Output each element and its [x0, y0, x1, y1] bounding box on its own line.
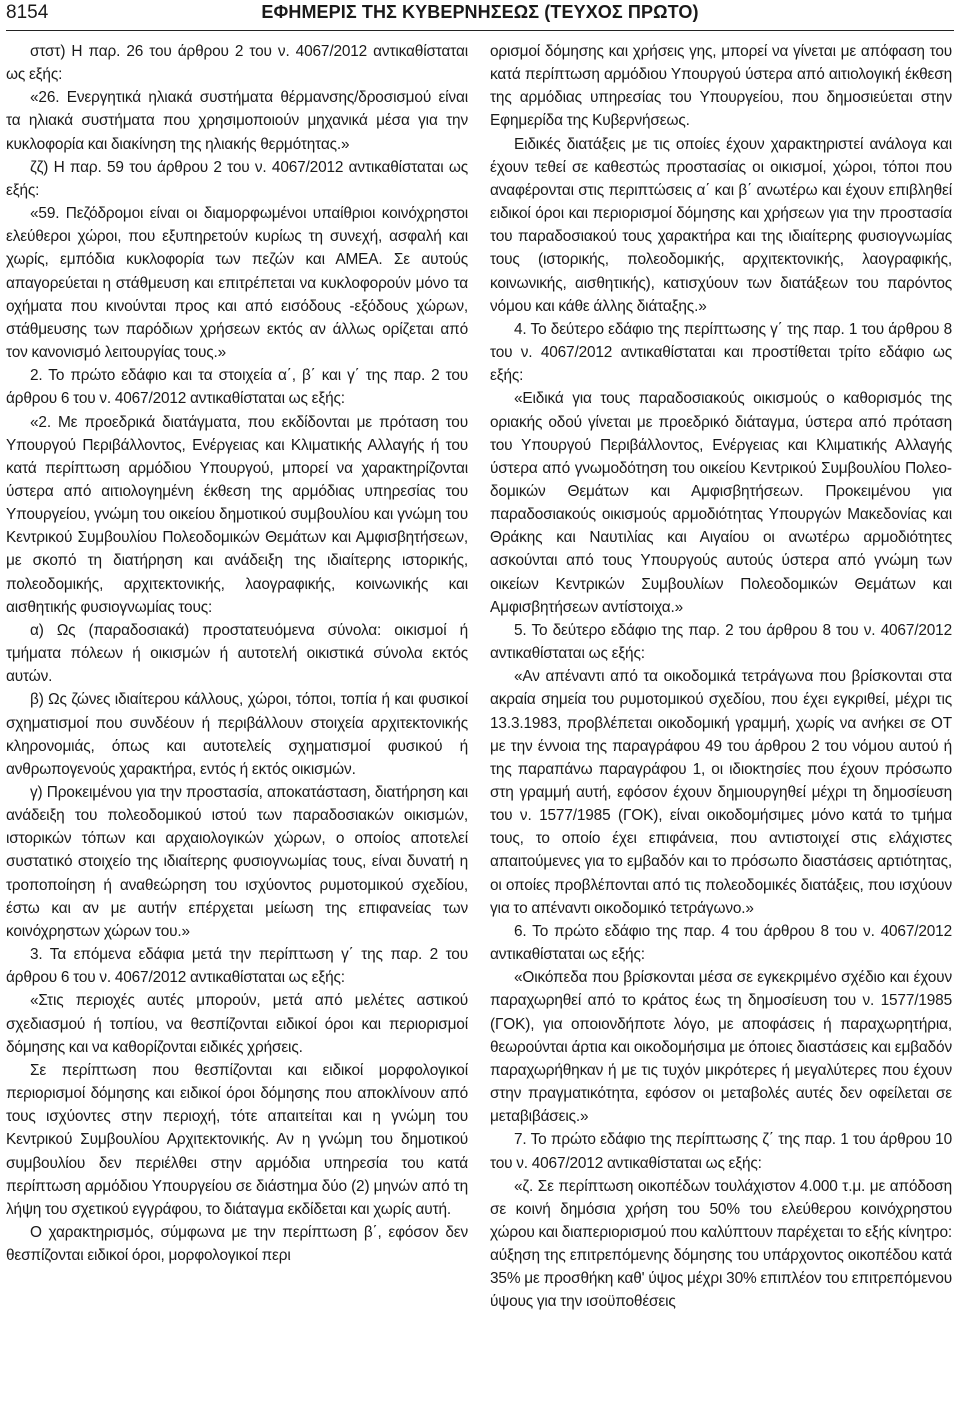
- paragraph: «Ειδικά για τους παραδοσιακούς οικισμούς ο καθορισμός της οριακής οδού γίνεται με προεδρικό διάταγμα, ύστερα από πρόταση του Υπουργού Περιβάλλοντος, Ενέργειας και Κλιματικής Αλλαγής ύστερα από γνωμοδότηση του οικείου Κεντρικού Συμβουλίου Πολεοδομικών Θεμάτων και Αμφισβητήσεων. Προκειμένου για παραδοσιακούς οικισμούς αρμοδιότητας Υπουργών Μακεδονίας και Θράκης και Ναυτιλίας και Αιγαίου οι ανωτέρω αρμοδιότητες ασκούνται από τους Υπουργούς αυτούς ύστερα από γνώμη των οικείων Κεντρικών Συμβουλίων Πολεοδομικών Θεμάτων και Αμφισβητήσεων αντίστοιχα.»: [490, 390, 952, 616]
- page-number: 8154: [6, 2, 49, 23]
- paragraph: 5. Το δεύτερο εδάφιο της παρ. 2 του άρθρου 8 του ν. 4067/2012 αντικαθίσταται ως εξής:: [490, 621, 952, 663]
- right-column: [490, 40, 952, 1425]
- gazette-title: ΕΦΗΜΕΡΙΣ ΤΗΣ ΚΥΒΕΡΝΗΣΕΩΣ (ΤΕΥΧΟΣ ΠΡΩΤΟ): [261, 2, 699, 22]
- paragraph: 2. Το πρώτο εδάφιο και τα στοιχεία α΄, β΄ και γ΄ της παρ. 2 του άρθρου 6 του ν. 4067/2012 αντικαθίσταται ως εξής:: [6, 367, 468, 408]
- paragraph: 3. Τα επόμενα εδάφια μετά την περίπτωση γ΄ της παρ. 2 του άρθρου 6 του ν. 4067/2012 αντικαθίσταται ως εξής:: [6, 946, 468, 987]
- paragraph: γ) Προκειμένου για την προστασία, αποκατάσταση, διατήρηση και ανάδειξη του πολεοδομικού ιστού των παραδοσιακών οικισμών, ιστορικών τόπων και αρχαιολογικών χώρων, ο οποίος αποτελεί συστατικό στοιχείο της ιδιαίτερης φυσιογνωμίας τους, είναι δυνατή η τροποποίηση ή αναθεώρηση του ισχύοντος ρυμοτομικού σχεδίου, έστω και αν με αυτήν επέρχεται μείωση της επιφανείας των κοινόχρηστων χώρων του.»: [6, 784, 468, 940]
- paragraph: ζζ) Η παρ. 59 του άρθρου 2 του ν. 4067/2012 αντικαθίσταται ως εξής:: [6, 158, 468, 199]
- left-column: [6, 40, 468, 1425]
- paragraph: «Στις περιοχές αυτές μπορούν, μετά από μελέτες αστικού σχεδιασμού ή τοπίου, να θεσπίζονται ειδικοί όροι και περιορισμοί δόμησης και να καθορίζονται ειδικές χρήσεις.: [6, 992, 468, 1056]
- paragraph: 6. Το πρώτο εδάφιο της παρ. 4 του άρθρου 8 του ν. 4067/2012 αντικαθίσταται ως εξής:: [490, 922, 952, 964]
- paragraph: 4. Το δεύτερο εδάφιο της περίπτωσης γ΄ της παρ. 1 του άρθρου 8 του ν. 4067/2012 αντικαθίσταται και προστίθεται τρίτο εδάφιο ως εξής:: [490, 320, 952, 385]
- paragraph: β) Ως ζώνες ιδιαίτερου κάλλους, χώροι, τόποι, τοπία ή και φυσικοί σχηματισμοί που συνδέουν ή περιβάλλουν στοιχεία αρχιτεκτονικής κληρονομιάς, όπως και αυτοτελείς σχηματισμοί φυσικού ή ανθρωπογενούς χαρακτήρα, εντός ή εκτός οικισμών.: [6, 691, 468, 778]
- page-header: [0, 0, 960, 30]
- header-rule: [6, 30, 954, 31]
- paragraph: Σε περίπτωση που θεσπίζονται και ειδικοί μορφολογικοί περιορισμοί δόμησης και ειδικοί όροι δόμησης που αποκλίνουν από τους ισχύοντες στην περιοχή, τότε απαιτείται και η γνώμη του Κεντρικού Συμβουλίου Αρχιτεκτονικής. Αν η γνώμη του δημοτικού συμβουλίου δεν περιέλθει στην αρμόδια υπηρεσία του κατά περίπτωση αρμόδιου Υπουργείου σε διάστημα δύο (2) μηνών από τη λήψη του σχετικού εγγράφου, το διάταγμα εκδίδεται και χωρίς αυτή.: [6, 1061, 468, 1218]
- paragraph: Ειδικές διατάξεις με τις οποίες έχουν χαρακτηριστεί ανάλογα και έχουν τεθεί σε καθεστώς προστασίας οι οικισμοί, χώροι, τόποι που αναφέρονται στις περιπτώσεις α΄ και β΄ ανωτέρω και έχουν επιβληθεί ειδικοί όροι και περιορισμοί δόμησης και χρήσεων για την προστασία του παραδοσιακού τους χαρακτήρα και της ιδιαίτερης φυσιογνωμίας τους (ιστορικής, πολεοδομικής, αρχιτεκτονικής, λαογραφικής, κοινωνικής, αισθητικής), κατισχύουν των διατάξεων του παρόντος νόμου και κάθε άλλης διάταξης.»: [490, 135, 952, 315]
- paragraph: α) Ως (παραδοσιακά) προστατευόμενα σύνολα: οικισμοί ή τμήματα πόλεων ή οικισμών ή αυτοτελή οικιστικά σύνολα εκτός αυτών.: [6, 621, 468, 686]
- paragraph: «59. Πεζόδρομοι είναι οι διαμορφωμένοι υπαίθριοι κοινόχρηστοι ελεύθεροι χώροι, που εξυπηρετούν κυρίως τη συνεχή, ασφαλή και χωρίς, εμπόδια κυκλοφορία των πεζών και ΑΜΕΑ. Σε αυτούς απαγορεύεται η στάθμευση και επιτρέπεται να κυκλοφορούν μόνο τα οχήματα που κινούνται προς και από εισόδους -εξόδους χώρων, στάθμευσης των παρόδιων χρήσεων εκτός αν άλλως ορίζεται από τον κανονισμό λειτουργίας τους.»: [6, 205, 468, 362]
- paragraph: «26. Ενεργητικά ηλιακά συστήματα θέρμανσης/δροσισμού είναι τα ηλιακά συστήματα που χρησιμοποιούν μηχανικά μέσα για την κυκλοφορία και διακίνηση της ηλιακής θερμότητας.»: [6, 89, 468, 153]
- paragraph: «2. Με προεδρικά διατάγματα, που εκδίδονται με πρόταση του Υπουργού Περιβάλλοντος, Ενέργειας και Κλιματικής Αλλαγής ή του κατά περίπτωση αρμόδιου Υπουργού, μπορεί να χαρακτηρίζονται ύστερα από αιτιολογημένη έκθεση της αρμόδιας υπηρεσίας του Υπουργείου, γνώμη του οικείου δημοτικού συμβουλίου και γνώμη του Κεντρικού Συμβουλίου Πολεοδομικών Θεμάτων και Αμφισβητήσεων, με σκοπό τη διατήρηση και ανάδειξη της ιδιαίτερης ιστορικής, πολεοδομικής, αρχιτεκτονικής, λαογραφικής, κοινωνικής και αισθητικής φυσιογνωμίας τους:: [6, 413, 468, 616]
- paragraph: «Αν απέναντι από τα οικοδομικά τετράγωνα που βρίσκονται στα ακραία σημεία του ρυμοτομικού σχεδίου, που έχει εγκριθεί, μέχρι τις 13.3.1983, προβλέπεται οικοδομική γραμμή, χωρίς να ανήκει σε ΟΤ με την έννοια της παραγράφου 49 του άρθρου 2 του νόμου αυτού ή της παραπάνω παραγράφου 1, οι ιδιοκτησίες που έχουν πρόσωπο στη γραμμή αυτή, εφόσον έχουν δημιουργηθεί μέχρι τη δημοσίευση του ν. 1577/1985 (ΓΟΚ), είναι οικοδομήσιμες μόνο κατά το τμήμα τους, το οποίο έχει επιφάνεια, που αντιστοιχεί στις ελάχιστες απαιτούμενες για το εμβαδόν και το πρόσωπο διαστάσεις αρτιότητας, οι οποίες προβλέπονται από τις πολεοδομικές διατάξεις, που ισχύουν για το απέναντι οικοδομικό τετράγωνο.»: [490, 668, 952, 917]
- paragraph: ορισμοί δόμησης και χρήσεις γης, μπορεί να γίνεται με απόφαση του κατά περίπτωση αρμόδιου Υπουργού ύστερα από αιτιολογική έκθεση της αρμόδιας υπηρεσίας του Υπουργείου, που δημοσιεύεται στην Εφημερίδα της Κυβερνήσεως.: [490, 43, 952, 130]
- paragraph: 7. Το πρώτο εδάφιο της περίπτωσης ζ΄ της παρ. 1 του άρθρου 10 του ν. 4067/2012 αντικαθίσταται ως εξής:: [490, 1131, 952, 1172]
- paragraph: στστ) Η παρ. 26 του άρθρου 2 του ν. 4067/2012 αντικαθίσταται ως εξής:: [6, 43, 468, 84]
- paragraph: Ο χαρακτηρισμός, σύμφωνα με την περίπτωση β΄, εφόσον δεν θεσπίζονται ειδικοί όροι, μορφολογικοί περι: [6, 1223, 468, 1265]
- paragraph: «Οικόπεδα που βρίσκονται μέσα σε εγκεκριμένο σχέδιο και έχουν παραχωρηθεί από το κράτος έως τη δημοσίευση του ν. 1577/1985 (ΓΟΚ), για οποιονδήποτε λόγο, με αποφάσεις ή παραχωρητήρια, θεωρούνται άρτια και οικοδομήσιμα με όποιες διαστάσεις και εμβαδόν παραχωρήθηκαν ή με τις τυχόν μικρότερες ή μεγαλύτερες που έχουν στην πραγματικότητα, εφόσον οι μεταβολές αυτές δεν οφείλεται σε μεταβιβάσεις.»: [490, 969, 952, 1126]
- paragraph: «ζ. Σε περίπτωση οικοπέδων τουλάχιστον 4.000 τ.μ. με απόδοση σε κοινή δημόσια χρήση του 50% του ελεύθερου κοινόχρηστου χώρου και διαπεριορισμού που καλύπτουν παρέχεται το εξής κίνητρο: αύξηση της επιτρεπόμενης δόμησης του υπάρχοντος οικοπέδου κατά 35% με προσθήκη καθ' ύψος μέχρι 30% επιπλέον του επιτρεπόμενου ύψους για την ισοϋποθέσεις: [490, 1177, 952, 1311]
